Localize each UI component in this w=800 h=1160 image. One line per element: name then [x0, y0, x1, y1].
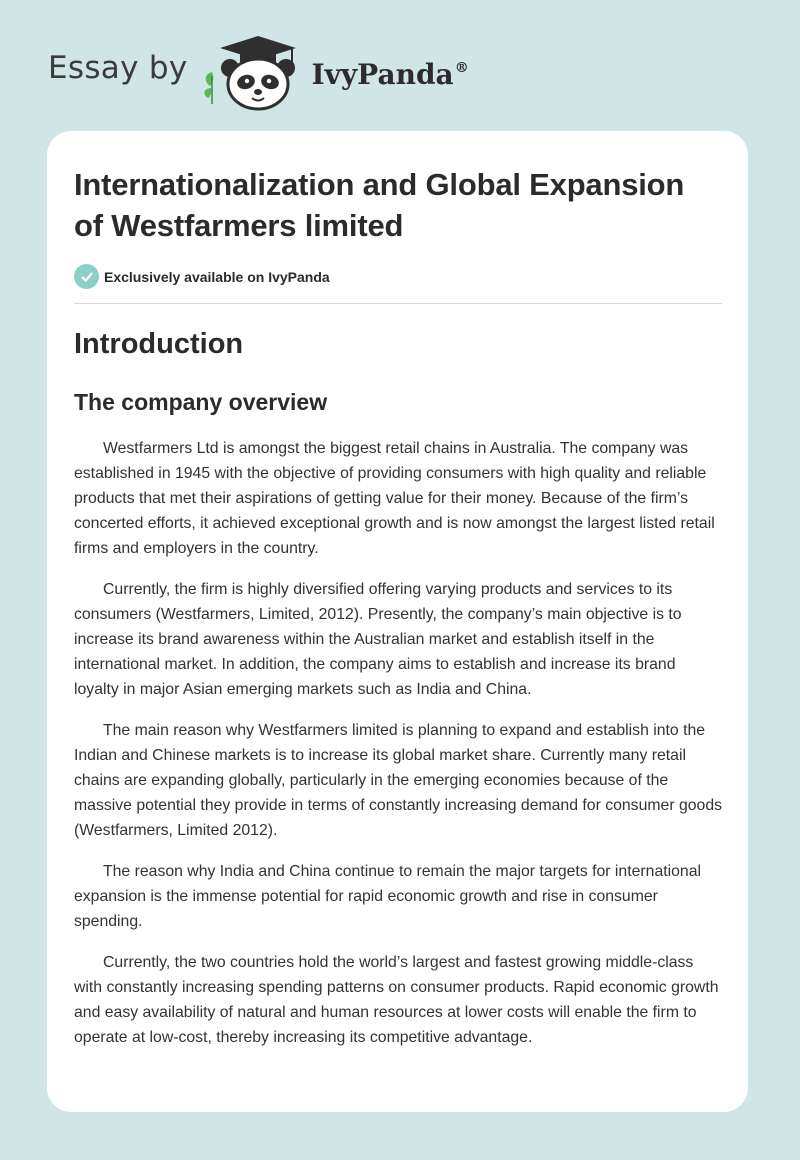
- paragraph: The main reason why Westfarmers limited is planning to expand and establish into the Indian and Chinese markets is to increase its global market share. Currently many retail chains are expanding globally, particularly in the emerging economies because of the massive potential they provide in terms of constantly increasing demand for consumer goods (Westfarmers, Limited 2012).: [74, 722, 723, 839]
- panda-graduate-logo-icon[interactable]: [202, 32, 306, 112]
- essay-body: [74, 436, 724, 1066]
- brand-name[interactable]: [312, 58, 469, 91]
- checkmark-icon: [74, 264, 99, 289]
- paragraph: The reason why India and China continue to remain the major targets for international expansion is the immense potential for rapid economic growth and rise in consumer spending.: [74, 863, 701, 930]
- registered-mark: ®: [454, 59, 469, 76]
- subsection-heading-company-overview: The company overview: [74, 389, 328, 415]
- paragraph: Currently, the firm is highly diversified offering varying products and services to its consumers (Westfarmers, Limited, 2012). Presently, the company’s main objective is to increase its brand awareness within the Australian market and establish itself in the international market. In addition, the company aims to establish and increase its brand loyalty in major Asian emerging markets such as India and China.: [74, 581, 682, 698]
- paragraph: Westfarmers Ltd is amongst the biggest retail chains in Australia. The company was established in 1945 with the objective of providing consumers with high quality and reliable products that met their aspirations of getting value for their money. Because of the firm’s concerted efforts, it achieved exceptional growth and is now amongst the largest listed retail firms and employers in the country.: [74, 440, 715, 557]
- brand-name-text: IvyPanda: [311, 57, 454, 91]
- paragraph: Currently, the two countries hold the world’s largest and fastest growing middle-class with constantly increasing spending patterns on consumer products. Rapid economic growth and easy availability of natural and human resources at lower costs will enable the firm to operate at low-cost, thereby increasing its competitive advantage.: [74, 954, 719, 1046]
- essay-card: [47, 131, 748, 1112]
- section-heading-introduction: Introduction: [74, 328, 244, 360]
- site-header: [48, 32, 469, 112]
- exclusive-badge: [74, 264, 330, 289]
- essay-by-label: Essay by: [48, 50, 188, 86]
- essay-title: Internationalization and Global Expansion of Westfarmers limited: [74, 167, 685, 243]
- divider: [74, 303, 722, 304]
- exclusive-badge-label: Exclusively available on IvyPanda: [104, 268, 330, 285]
